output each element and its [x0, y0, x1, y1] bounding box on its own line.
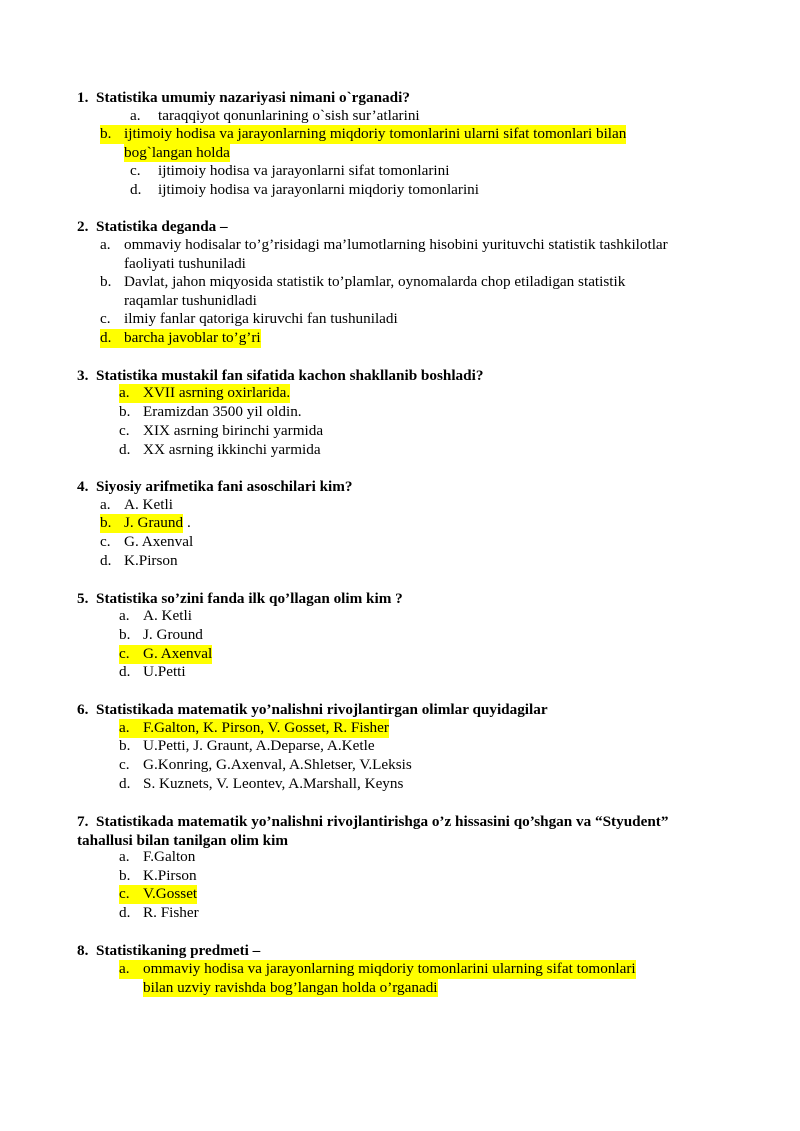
- option-text: G.Konring, G.Axenval, A.Shletser, V.Leksis: [143, 756, 412, 773]
- option-text: XX asrning ikkinchi yarmida: [143, 441, 321, 458]
- option-letter: c.: [119, 422, 130, 439]
- option-letter: b.: [100, 273, 112, 290]
- option-text: ommaviy hodisa va jarayonlarning miqdoriy tomonlarini ularning sifat tomonlari: [143, 960, 636, 977]
- option-text: A. Ketli: [124, 496, 173, 513]
- option-letter: d.: [100, 552, 112, 569]
- option-letter: d.: [119, 904, 131, 921]
- answer-option-c[interactable]: [0, 422, 780, 441]
- option-text-line-2: bilan uzviy ravishda bog’langan holda o’rganadi: [143, 978, 438, 996]
- answer-option-b[interactable]: [0, 737, 780, 756]
- option-text: V.Gosset: [143, 885, 198, 902]
- option-text: F.Galton, K. Pirson, V. Gosset, R. Fisher: [143, 719, 389, 736]
- answer-option-c[interactable]: [0, 162, 780, 181]
- option-suffix: .: [187, 514, 191, 531]
- option-letter: c.: [100, 533, 111, 550]
- option-text: U.Petti: [143, 663, 186, 680]
- question-title: [96, 477, 736, 496]
- option-text-line-2: bog`langan holda: [124, 143, 230, 161]
- option-text: F.Galton: [143, 848, 196, 865]
- option-letter: b.: [119, 403, 131, 420]
- option-letter: c.: [119, 645, 130, 662]
- answer-option-b[interactable]: [0, 273, 780, 311]
- answer-option-d[interactable]: [0, 663, 780, 682]
- answer-option-a[interactable]: [0, 960, 780, 998]
- answer-option-d[interactable]: [0, 329, 780, 348]
- option-letter: a.: [119, 607, 130, 624]
- option-text: XVII asrning oxirlarida.: [143, 384, 291, 401]
- option-letter: c.: [130, 162, 141, 179]
- option-letter: c.: [100, 310, 111, 327]
- question-title-line: Statistika mustakil fan sifatida kachon shakllanib boshladi?: [96, 367, 484, 384]
- question-title-line: Statistikada matematik yo’nalishni rivojlantirishga o’z hissasini qo’shgan va “Styudent”: [96, 813, 669, 830]
- question-title-line: Statistikada matematik yo’nalishni rivojlantirgan olimlar quyidagilar: [96, 701, 548, 718]
- option-text-line-2: faoliyati tushuniladi: [124, 254, 246, 272]
- answer-option-d[interactable]: [0, 181, 780, 200]
- option-letter: d.: [119, 775, 131, 792]
- answer-option-a[interactable]: [0, 848, 780, 867]
- option-text: G. Axenval: [124, 533, 194, 550]
- answer-option-c[interactable]: [0, 756, 780, 775]
- option-letter: a.: [130, 107, 141, 124]
- answer-option-c[interactable]: [0, 533, 780, 552]
- option-letter: a.: [100, 496, 111, 513]
- answer-option-d[interactable]: [0, 441, 780, 460]
- option-text: ijtimoiy hodisa va jarayonlarning miqdoriy tomonlarini ularni sifat tomonlari bilan: [124, 125, 627, 142]
- question-title-line: Statistika deganda –: [96, 218, 228, 235]
- question-number: 4.: [77, 478, 89, 495]
- question-title-line-2: tahallusi bilan tanilgan olim kim: [77, 832, 288, 849]
- question-number: 8.: [77, 942, 89, 959]
- question-number: 2.: [77, 218, 89, 235]
- option-letter: b.: [100, 514, 112, 531]
- option-text: Eramizdan 3500 yil oldin.: [143, 403, 302, 420]
- question-title-line: Statistika so’zini fanda ilk qo’llagan olim kim ?: [96, 590, 403, 607]
- option-text: G. Axenval: [143, 645, 213, 662]
- option-text: S. Kuznets, V. Leontev, A.Marshall, Keyns: [143, 775, 404, 792]
- answer-option-c[interactable]: [0, 310, 780, 329]
- option-text: XIX asrning birinchi yarmida: [143, 422, 324, 439]
- option-text: U.Petti, J. Graunt, A.Deparse, A.Ketle: [143, 737, 375, 754]
- option-highlight: [119, 719, 389, 738]
- option-text: R. Fisher: [143, 904, 199, 921]
- question-number: 6.: [77, 701, 89, 718]
- option-text: K.Pirson: [143, 867, 197, 884]
- option-letter: a.: [119, 960, 130, 977]
- option-highlight: [100, 125, 626, 144]
- answer-option-a[interactable]: [0, 107, 780, 126]
- question-title: [96, 589, 736, 608]
- option-highlight: [119, 960, 636, 979]
- question-number: 3.: [77, 367, 89, 384]
- answer-option-a[interactable]: [0, 496, 780, 515]
- answer-option-c[interactable]: [0, 645, 780, 664]
- answer-option-b[interactable]: [0, 514, 780, 533]
- option-text: taraqqiyot qonunlarining o`sish sur’atlarini: [158, 107, 420, 124]
- option-text: A. Ketli: [143, 607, 192, 624]
- option-text: K.Pirson: [124, 552, 178, 569]
- answer-option-b[interactable]: [0, 403, 780, 422]
- option-letter: b.: [119, 737, 131, 754]
- question-title: [96, 88, 736, 107]
- option-highlight: [100, 514, 183, 533]
- option-highlight: [119, 384, 290, 403]
- option-letter: d.: [119, 663, 131, 680]
- option-letter: a.: [119, 848, 130, 865]
- question-number: 1.: [77, 89, 89, 106]
- option-letter: a.: [119, 384, 130, 401]
- option-text: ommaviy hodisalar to’g’risidagi ma’lumotlarning hisobini yurituvchi statistik tashkilotlar: [124, 236, 668, 253]
- option-letter: d.: [119, 441, 131, 458]
- option-letter: d.: [100, 329, 112, 346]
- answer-option-d[interactable]: [0, 775, 780, 794]
- answer-option-a[interactable]: [0, 236, 780, 274]
- option-text-line-2: raqamlar tushunidladi: [124, 291, 257, 309]
- question-title: [96, 217, 736, 236]
- answer-option-c[interactable]: [0, 885, 780, 904]
- answer-option-b[interactable]: [0, 626, 780, 645]
- option-letter: b.: [119, 626, 131, 643]
- answer-option-d[interactable]: [0, 552, 780, 571]
- question-title-line: Statistikaning predmeti –: [96, 942, 261, 959]
- question-title-line: Statistika umumiy nazariyasi nimani o`rganadi?: [96, 89, 410, 106]
- option-letter: c.: [119, 885, 130, 902]
- option-text: Davlat, jahon miqyosida statistik to’plamlar, oynomalarda chop etiladigan statistik: [124, 273, 626, 290]
- answer-option-b[interactable]: [0, 867, 780, 886]
- option-letter: c.: [119, 756, 130, 773]
- option-text: ijtimoiy hodisa va jarayonlarni miqdoriy tomonlarini: [158, 181, 479, 198]
- option-text: ijtimoiy hodisa va jarayonlarni sifat tomonlarini: [158, 162, 450, 179]
- option-letter: b.: [100, 125, 112, 142]
- answer-option-a[interactable]: [0, 607, 780, 626]
- answer-option-b[interactable]: [0, 125, 780, 163]
- answer-option-a[interactable]: [0, 384, 780, 403]
- option-letter: a.: [119, 719, 130, 736]
- question-title-line: Siyosiy arifmetika fani asoschilari kim?: [96, 478, 353, 495]
- option-text: ilmiy fanlar qatoriga kiruvchi fan tushuniladi: [124, 310, 398, 327]
- question-number: 5.: [77, 590, 89, 607]
- option-highlight: [119, 645, 212, 664]
- option-text: J. Graund: [124, 514, 184, 531]
- question-title: [96, 366, 736, 385]
- option-text: barcha javoblar to’g’ri: [124, 329, 261, 346]
- option-letter: b.: [119, 867, 131, 884]
- option-text: J. Ground: [143, 626, 203, 643]
- option-letter: d.: [130, 181, 142, 198]
- question-title: [96, 700, 736, 719]
- option-highlight: [119, 885, 197, 904]
- option-highlight: [100, 329, 261, 348]
- question-number: 7.: [77, 813, 89, 830]
- answer-option-d[interactable]: [0, 904, 780, 923]
- answer-option-a[interactable]: [0, 719, 780, 738]
- question-title: [96, 941, 736, 960]
- question-title: [96, 812, 736, 831]
- option-letter: a.: [100, 236, 111, 253]
